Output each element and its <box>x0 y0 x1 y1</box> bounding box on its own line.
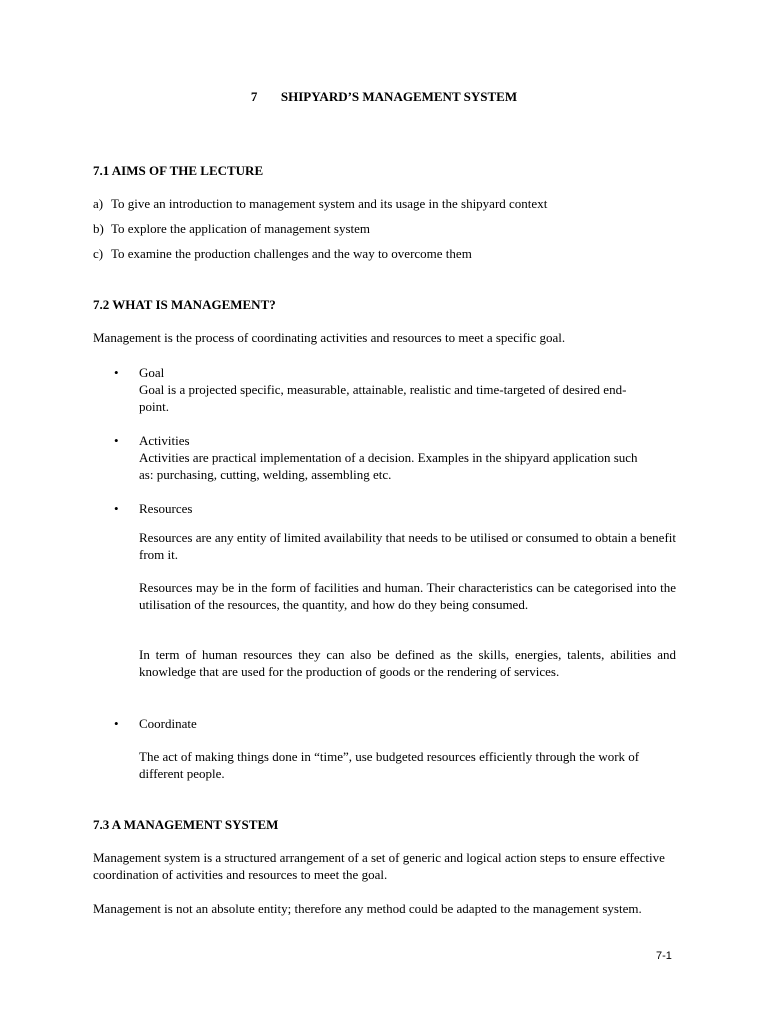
chapter-title <box>0 88 768 105</box>
aim-label: c) <box>93 246 104 261</box>
aim-text: To examine the production challenges and the way to overcome them <box>111 246 472 261</box>
aim-c <box>93 245 693 262</box>
resources-paragraph-3: In term of human resources they can also be defined as the skills, energies, talents, abilities and knowledge that are used for the production of goods or the rendering of services. <box>139 647 676 679</box>
aim-b <box>93 220 693 237</box>
aim-text: To give an introduction to management system and its usage in the shipyard context <box>111 196 548 211</box>
bullet-icon: • <box>114 716 119 731</box>
bullet-coordinate-title: Coordinate <box>139 716 197 731</box>
bullet-icon: • <box>114 433 119 448</box>
aim-a <box>93 195 693 212</box>
page-number: 7-1 <box>656 950 672 962</box>
resources-paragraph-1: Resources are any entity of limited availability that needs to be utilised or consumed to obtain a benefit from it. <box>139 530 676 562</box>
bullet-coordinate-text: The act of making things done in “time”, use budgeted resources efficiently through the work of different people. <box>139 749 640 781</box>
bullet-icon: • <box>114 365 119 380</box>
bullet-activities-text: Activities are practical implementation of a decision. Examples in the shipyard application such as: purchasing, cutting, welding, assembling etc. <box>139 450 638 482</box>
aim-text: To explore the application of management system <box>111 221 371 236</box>
management-system-definition: Management system is a structured arrangement of a set of generic and logical action steps to ensure effective coordination of activities and resources to meet the goal. <box>93 850 665 882</box>
section-7-3-heading: 7.3 A MANAGEMENT SYSTEM <box>93 817 279 832</box>
management-definition: Management is the process of coordinating activities and resources to meet a specific goal. <box>93 330 566 345</box>
aim-label: a) <box>93 196 104 211</box>
aim-label: b) <box>93 221 104 236</box>
chapter-title-text: SHIPYARD’S MANAGEMENT SYSTEM <box>280 89 518 104</box>
section-7-1-heading: 7.1 AIMS OF THE LECTURE <box>93 163 264 178</box>
bullet-icon: • <box>114 501 119 516</box>
bullet-activities-title: Activities <box>139 433 190 448</box>
section-7-2-heading: 7.2 WHAT IS MANAGEMENT? <box>93 297 276 312</box>
bullet-resources-title: Resources <box>139 501 193 516</box>
bullet-goal-title: Goal <box>139 365 165 380</box>
resources-paragraph-2: Resources may be in the form of facilities and human. Their characteristics can be categorised into the utilisation of the resources, the quantity, and how do they being consumed. <box>139 580 676 612</box>
management-method-paragraph: Management is not an absolute entity; therefore any method could be adapted to the management system. <box>93 901 642 916</box>
bullet-goal-text: Goal is a projected specific, measurable, attainable, realistic and time-targeted of desired end-point. <box>139 382 627 414</box>
chapter-number: 7 <box>250 89 258 104</box>
